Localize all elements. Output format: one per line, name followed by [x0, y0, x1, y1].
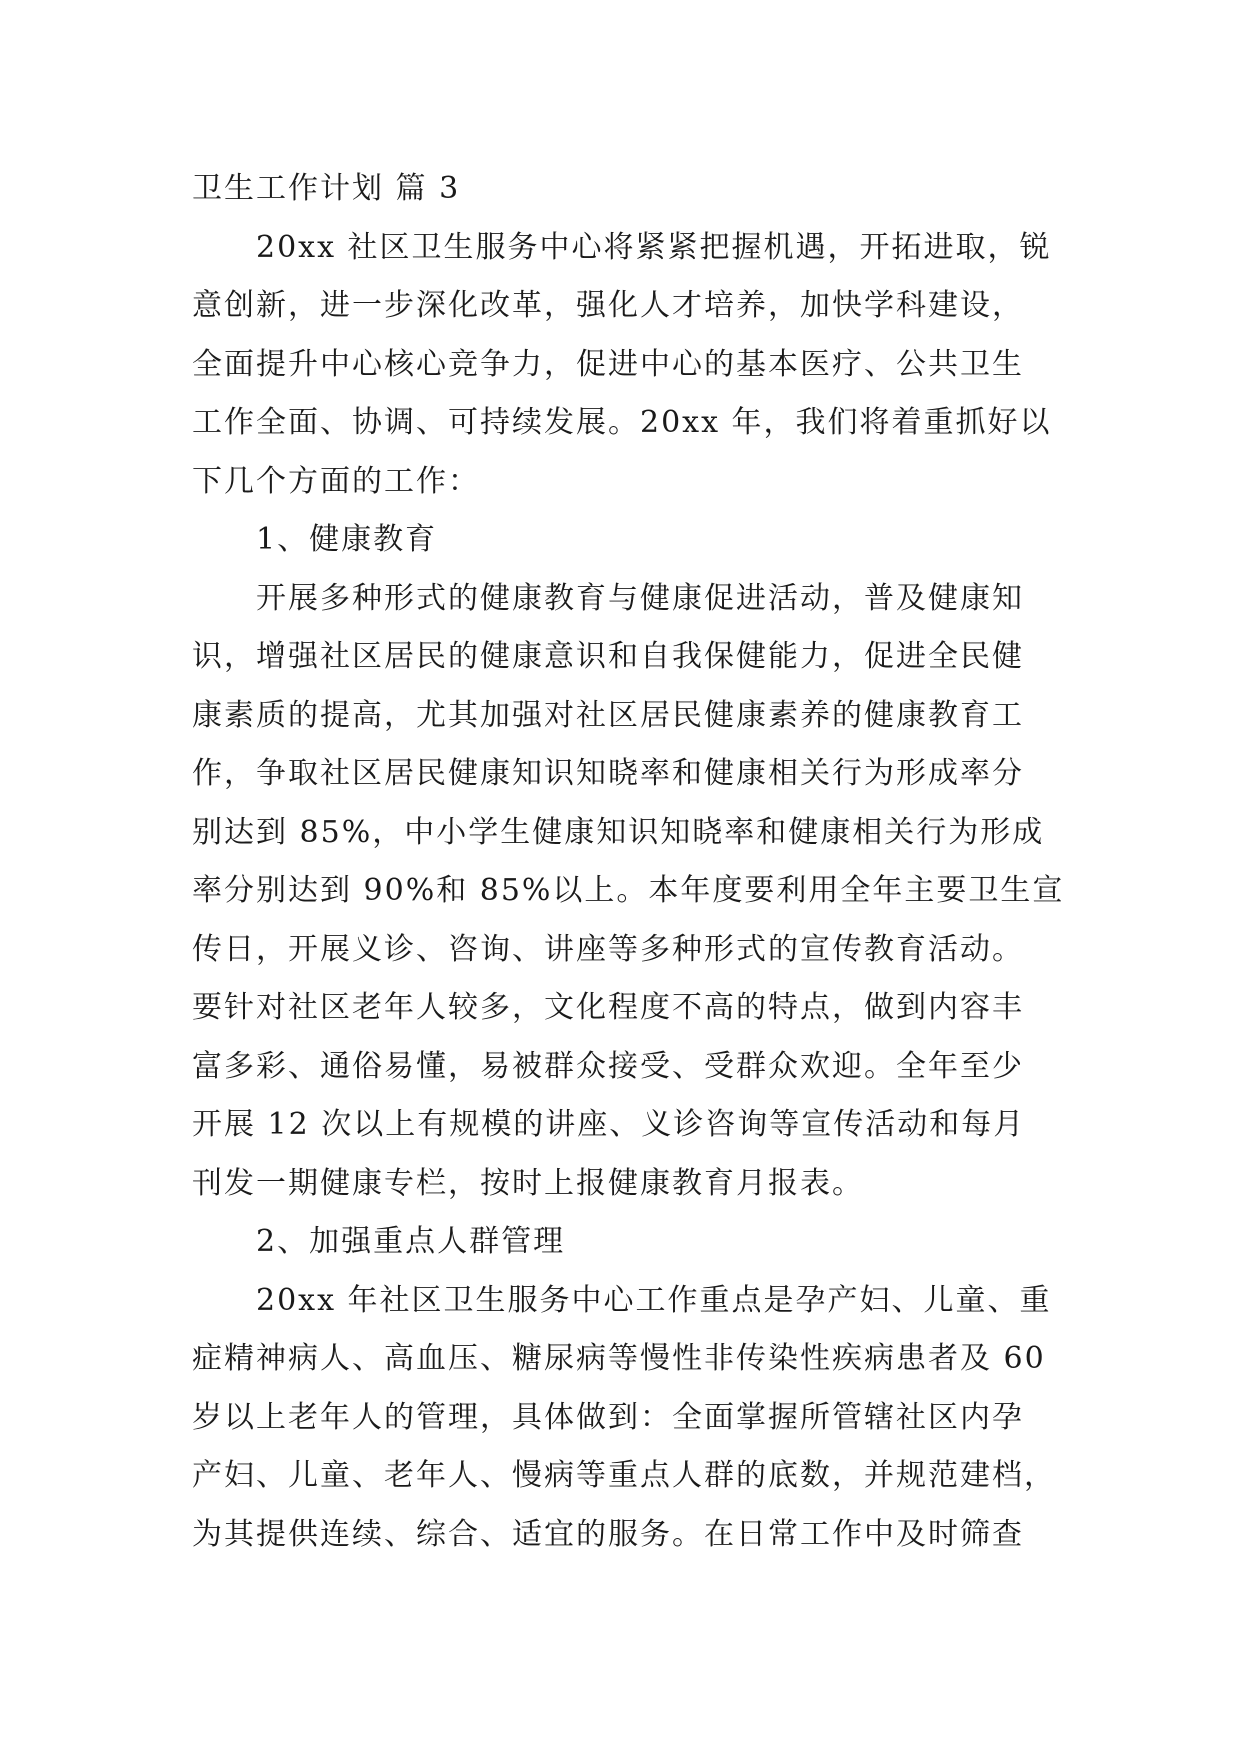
- section-heading-health-education: 1、健康教育: [256, 522, 438, 557]
- document-title: 卫生工作计划 篇 3: [192, 171, 461, 206]
- paragraph-health-education-line-9: 富多彩、通俗易懂，易被群众接受、受群众欢迎。全年至少: [192, 1048, 1024, 1084]
- paragraph-intro-line-1: 20xx 社区卫生服务中心将紧紧把握机遇，开拓进取，锐: [256, 229, 1052, 265]
- paragraph-intro-line-5: 下几个方面的工作：: [192, 463, 480, 499]
- paragraph-health-education-line-5: 别达到 85%，中小学生健康知识知晓率和健康相关行为形成: [192, 814, 1045, 850]
- paragraph-key-populations-line-4: 产妇、儿童、老年人、慢病等重点人群的底数，并规范建档，: [192, 1458, 1056, 1493]
- paragraph-health-education-line-7: 传日，开展义诊、咨询、讲座等多种形式的宣传教育活动。: [192, 931, 1024, 967]
- paragraph-key-populations-line-3: 岁以上老年人的管理，具体做到：全面掌握所管辖社区内孕: [192, 1399, 1024, 1435]
- document-body: [192, 160, 1065, 1564]
- paragraph-health-education-line-8: 要针对社区老年人较多，文化程度不高的特点，做到内容丰: [192, 990, 1024, 1025]
- paragraph-intro-line-3: 全面提升中心核心竞争力，促进中心的基本医疗、公共卫生: [192, 346, 1024, 382]
- section-heading-key-populations: 2、加强重点人群管理: [256, 1224, 566, 1259]
- paragraph-intro-line-2: 意创新，进一步深化改革，强化人才培养，加快学科建设，: [192, 288, 1024, 323]
- paragraph-health-education-line-6: 率分别达到 90%和 85%以上。本年度要利用全年主要卫生宣: [192, 873, 1065, 908]
- paragraph-health-education-line-4: 作，争取社区居民健康知识知晓率和健康相关行为形成率分: [192, 756, 1024, 791]
- paragraph-key-populations-line-5: 为其提供连续、综合、适宜的服务。在日常工作中及时筛查: [192, 1516, 1024, 1552]
- paragraph-intro-line-4: 工作全面、协调、可持续发展。20xx 年，我们将着重抓好以: [192, 405, 1052, 440]
- paragraph-health-education-line-1: 开展多种形式的健康教育与健康促进活动，普及健康知: [256, 580, 1024, 616]
- paragraph-health-education-line-11: 刊发一期健康专栏，按时上报健康教育月报表。: [192, 1165, 864, 1201]
- paragraph-health-education-line-3: 康素质的提高，尤其加强对社区居民健康素养的健康教育工: [192, 697, 1024, 733]
- paragraph-health-education-line-2: 识，增强社区居民的健康意识和自我保健能力，促进全民健: [192, 639, 1024, 674]
- paragraph-key-populations-line-2: 症精神病人、高血压、糖尿病等慢性非传染性疾病患者及 60: [192, 1341, 1046, 1376]
- paragraph-health-education-line-10: 开展 12 次以上有规模的讲座、义诊咨询等宣传活动和每月: [192, 1107, 1026, 1142]
- paragraph-key-populations-line-1: 20xx 年社区卫生服务中心工作重点是孕产妇、儿童、重: [256, 1282, 1052, 1318]
